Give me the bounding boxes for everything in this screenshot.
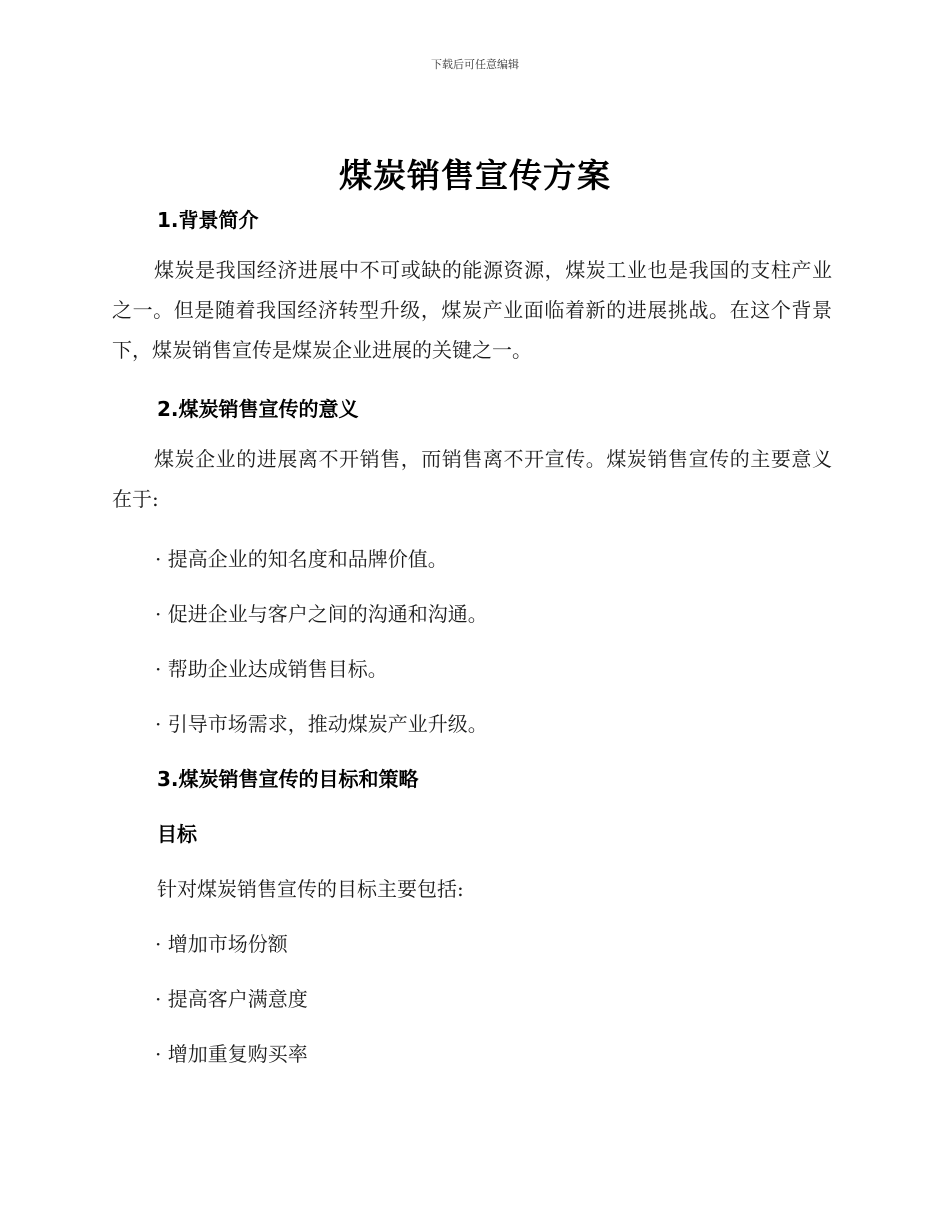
list-item: · 引导市场需求，推动煤炭产业升级。: [155, 712, 488, 736]
section-heading-goals: 3.煤炭销售宣传的目标和策略: [157, 767, 419, 791]
header-note: 下载后可任意编辑: [431, 58, 519, 71]
background-paragraph: 煤炭是我国经济进展中不可或缺的能源资源，煤炭工业也是我国的支柱产业之一。但是随着我国经济转型升级，煤炭产业面临着新的进展挑战。在这个背景下，煤炭销售宣传是煤炭企业进展的关键之一。: [112, 258, 832, 362]
document-body: [112, 205, 832, 1069]
goals-intro: 针对煤炭销售宣传的目标主要包括:: [157, 877, 464, 901]
subheading-goals: 目标: [157, 822, 197, 846]
list-item: · 促进企业与客户之间的沟通和沟通。: [155, 602, 488, 626]
list-item: · 增加重复购买率: [155, 1042, 308, 1066]
list-item: · 帮助企业达成销售目标。: [155, 657, 388, 681]
list-item: · 增加市场份额: [155, 932, 288, 956]
section-heading-significance: 2.煤炭销售宣传的意义: [157, 397, 359, 421]
list-item: · 提高客户满意度: [155, 987, 308, 1011]
significance-paragraph: 煤炭企业的进展离不开销售，而销售离不开宣传。煤炭销售宣传的主要意义在于:: [112, 447, 832, 511]
document-title: 煤炭销售宣传方案: [339, 156, 611, 195]
list-item: · 提高企业的知名度和品牌价值。: [155, 547, 448, 571]
section-heading-background: 1.背景简介: [157, 208, 259, 232]
